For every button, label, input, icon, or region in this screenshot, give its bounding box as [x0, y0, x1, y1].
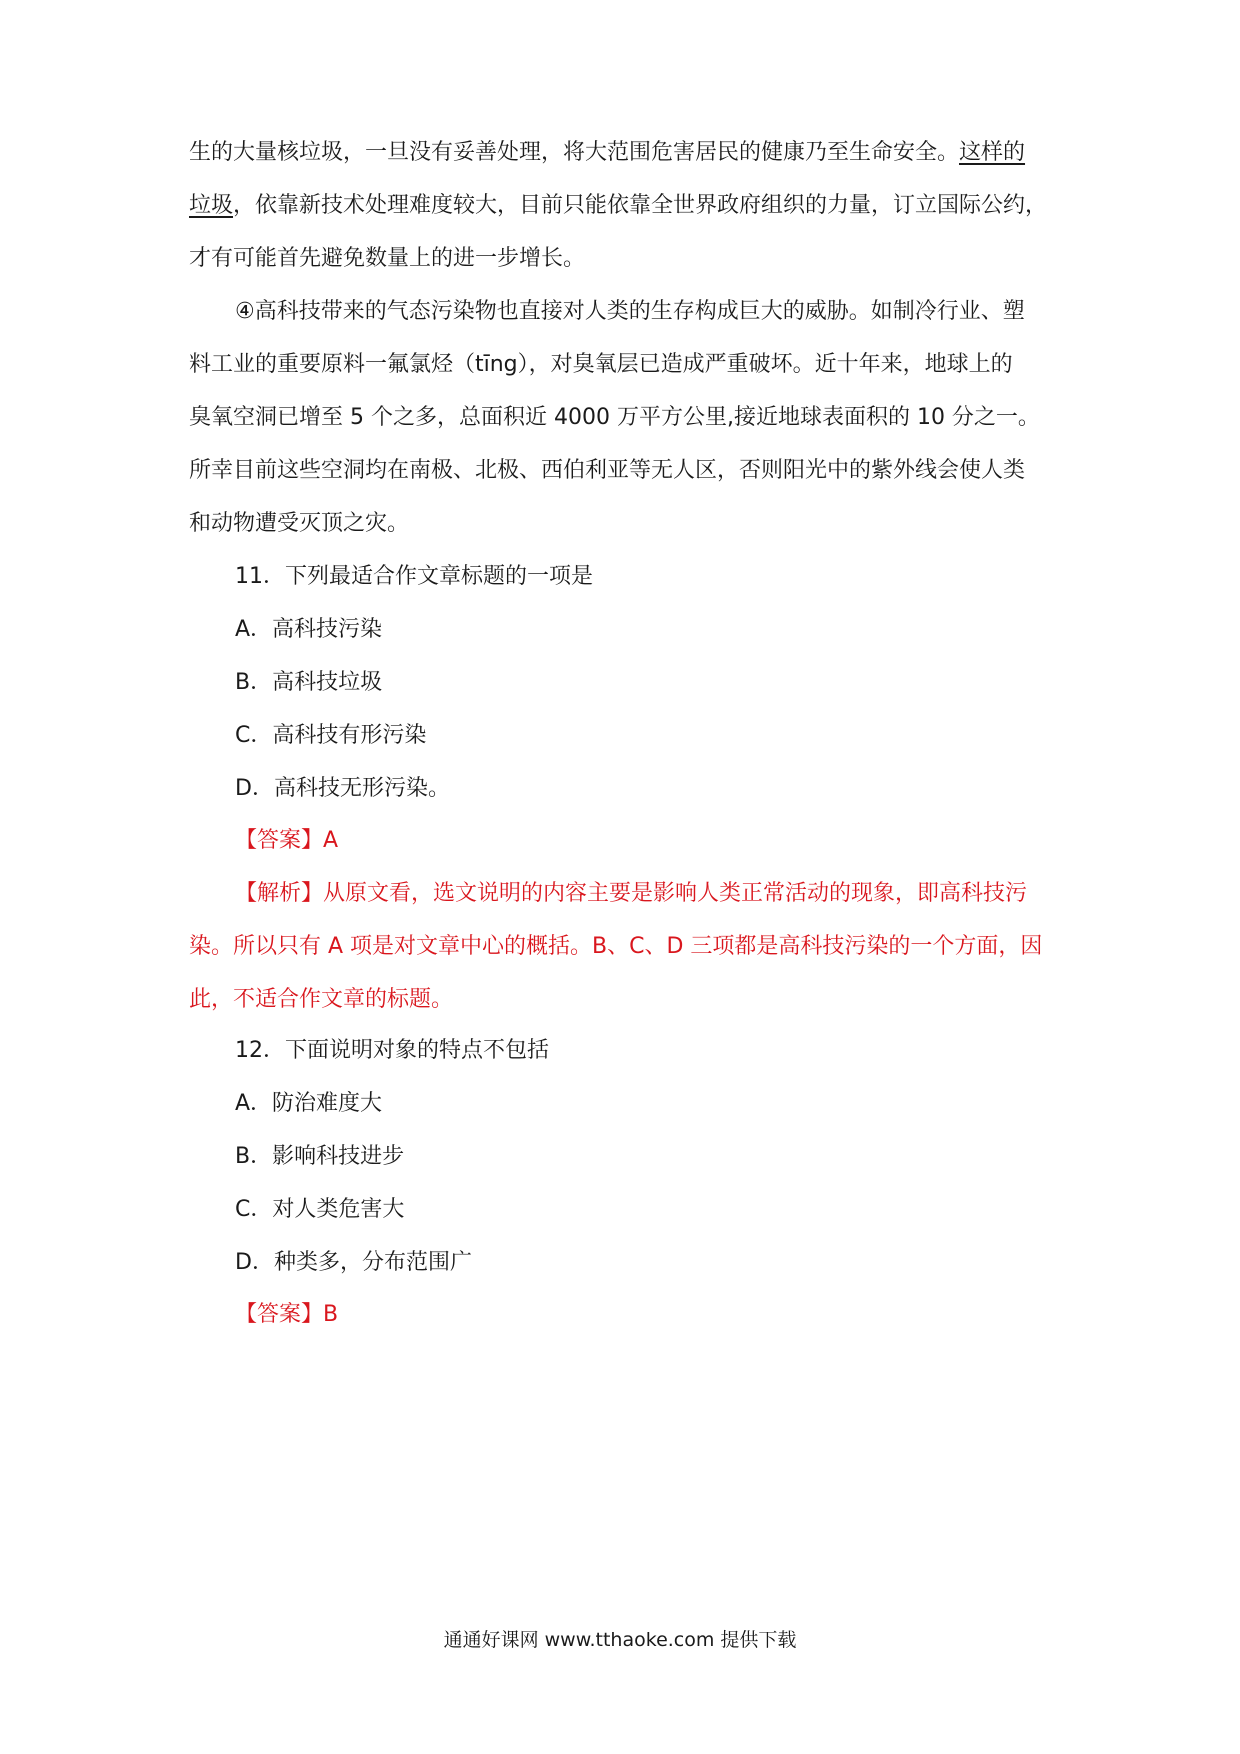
question-11-option-a: A．高科技污染 [235, 617, 383, 642]
question-12-answer: 【答案】B [235, 1302, 339, 1327]
question-12-stem: 12．下面说明对象的特点不包括 [235, 1038, 549, 1063]
question-11-answer: 【答案】A [235, 828, 339, 853]
question-11-option-c: C．高科技有形污染 [235, 723, 427, 748]
page-footer: 通通好课网 www.tthaoke.com 提供下载 [443, 1629, 797, 1651]
question-11-analysis-line-2: 染。所以只有 A 项是对文章中心的概括。B、C、D 三项都是高科技污染的一个方面，因 [189, 934, 1043, 959]
passage-line-8: 和动物遭受灭顶之灾。 [189, 511, 410, 536]
passage-line-3: 才有可能首先避免数量上的进一步增长。 [189, 246, 586, 271]
question-11-stem: 11．下列最适合作文章标题的一项是 [235, 564, 593, 589]
passage-line-7: 所幸目前这些空洞均在南极、北极、西伯利亚等无人区，否则阳光中的紫外线会使人类 [189, 458, 1026, 483]
question-11-option-b: B．高科技垃圾 [235, 670, 383, 695]
question-12-option-b: B．影响科技进步 [235, 1144, 405, 1169]
passage-line-6: 臭氧空洞已增至 5 个之多，总面积近 4000 万平方公里,接近地球表面积的 10 分之一。 [189, 405, 1040, 430]
question-11-analysis-line-1: 【解析】从原文看，选文说明的内容主要是影响人类正常活动的现象，即高科技污 [235, 881, 1028, 906]
question-11-option-d: D．高科技无形污染。 [235, 776, 450, 801]
passage-line-1-text: 生的大量核垃圾，一旦没有妥善处理，将大范围危害居民的健康乃至生命安全。 [189, 140, 960, 165]
question-12-option-a: A．防治难度大 [235, 1091, 383, 1116]
underlined-text: 垃圾 [189, 193, 234, 218]
question-12-option-c: C．对人类危害大 [235, 1197, 405, 1222]
passage-line-4: ④高科技带来的气态污染物也直接对人类的生存构成巨大的威胁。如制冷行业、塑 [235, 299, 1025, 324]
passage-line-1 [189, 138, 1059, 168]
passage-line-2 [189, 191, 1059, 221]
question-12-option-d: D．种类多，分布范围广 [235, 1250, 472, 1275]
passage-line-2-text: ，依靠新技术处理难度较大，目前只能依靠全世界政府组织的力量，订立国际公约， [233, 193, 1048, 218]
question-11-analysis-line-3: 此，不适合作文章的标题。 [189, 987, 454, 1012]
underlined-text: 这样的 [959, 140, 1026, 165]
passage-line-5: 料工业的重要原料一氟氯烃（tīng），对臭氧层已造成严重破坏。近十年来，地球上的 [189, 352, 1013, 377]
